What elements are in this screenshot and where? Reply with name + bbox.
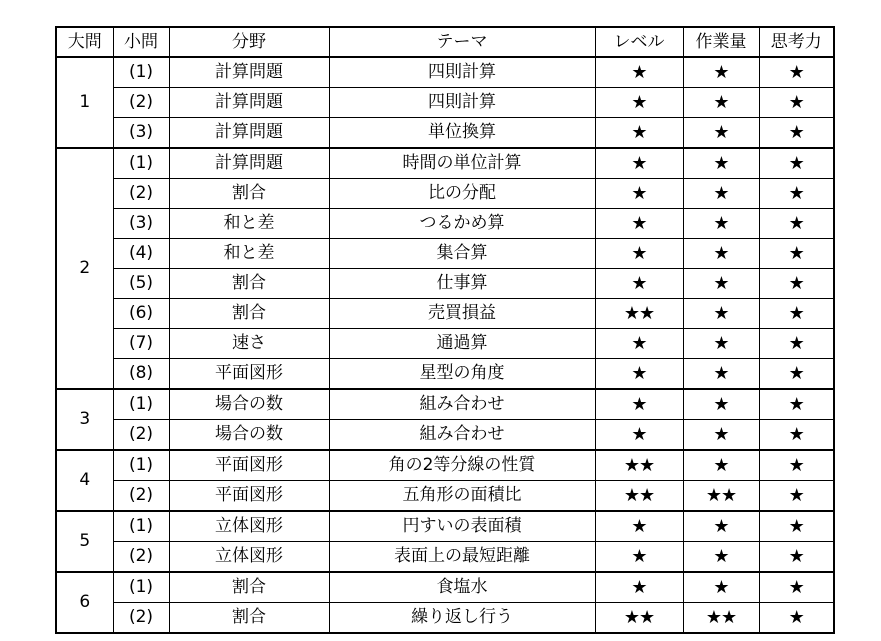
small-question-cell: (1): [113, 57, 169, 88]
workload-stars: ★: [683, 299, 759, 329]
theme-cell: 時間の単位計算: [329, 148, 595, 179]
table-row: [56, 481, 834, 512]
theme-cell: 組み合わせ: [329, 389, 595, 420]
level-stars: ★: [595, 329, 683, 359]
theme-cell: 角の2等分線の性質: [329, 450, 595, 481]
theme-cell: 五角形の面積比: [329, 481, 595, 512]
level-stars: ★: [595, 239, 683, 269]
header-workload: 作業量: [683, 27, 759, 57]
table-row: [56, 88, 834, 118]
level-stars: ★: [595, 209, 683, 239]
field-cell: 和と差: [169, 209, 329, 239]
small-question-cell: (1): [113, 450, 169, 481]
workload-stars: ★: [683, 420, 759, 451]
header-theme: テーマ: [329, 27, 595, 57]
table-row: [56, 148, 834, 179]
level-stars: ★: [595, 118, 683, 149]
thinking-stars: ★: [759, 57, 834, 88]
problem-analysis-table: [55, 26, 835, 634]
level-stars: ★: [595, 389, 683, 420]
table-body: [56, 57, 834, 633]
field-cell: 平面図形: [169, 450, 329, 481]
table-row: [56, 329, 834, 359]
level-stars: ★: [595, 359, 683, 390]
table-row: [56, 420, 834, 451]
field-cell: 和と差: [169, 239, 329, 269]
level-stars: ★: [595, 511, 683, 542]
field-cell: 割合: [169, 299, 329, 329]
level-stars: ★★: [595, 481, 683, 512]
small-question-cell: (8): [113, 359, 169, 390]
header-level: レベル: [595, 27, 683, 57]
header-big-question: 大問: [56, 27, 113, 57]
small-question-cell: (6): [113, 299, 169, 329]
field-cell: 場合の数: [169, 389, 329, 420]
level-stars: ★: [595, 57, 683, 88]
table-row: [56, 572, 834, 603]
theme-cell: 仕事算: [329, 269, 595, 299]
workload-stars: ★: [683, 572, 759, 603]
field-cell: 計算問題: [169, 88, 329, 118]
field-cell: 平面図形: [169, 481, 329, 512]
header-thinking: 思考力: [759, 27, 834, 57]
thinking-stars: ★: [759, 179, 834, 209]
level-stars: ★: [595, 572, 683, 603]
workload-stars: ★: [683, 148, 759, 179]
header-field: 分野: [169, 27, 329, 57]
table-row: [56, 511, 834, 542]
table-row: [56, 299, 834, 329]
workload-stars: ★: [683, 269, 759, 299]
field-cell: 場合の数: [169, 420, 329, 451]
theme-cell: 繰り返し行う: [329, 603, 595, 634]
theme-cell: 食塩水: [329, 572, 595, 603]
workload-stars: ★: [683, 209, 759, 239]
theme-cell: 比の分配: [329, 179, 595, 209]
theme-cell: 集合算: [329, 239, 595, 269]
small-question-cell: (2): [113, 603, 169, 634]
small-question-cell: (4): [113, 239, 169, 269]
level-stars: ★: [595, 88, 683, 118]
table-row: [56, 269, 834, 299]
workload-stars: ★: [683, 542, 759, 573]
small-question-cell: (2): [113, 542, 169, 573]
field-cell: 割合: [169, 179, 329, 209]
big-question-cell: 4: [56, 450, 113, 511]
field-cell: 割合: [169, 269, 329, 299]
theme-cell: 四則計算: [329, 88, 595, 118]
thinking-stars: ★: [759, 209, 834, 239]
theme-cell: つるかめ算: [329, 209, 595, 239]
workload-stars: ★★: [683, 603, 759, 634]
table-row: [56, 239, 834, 269]
table-row: [56, 450, 834, 481]
small-question-cell: (1): [113, 572, 169, 603]
table-row: [56, 542, 834, 573]
theme-cell: 表面上の最短距離: [329, 542, 595, 573]
level-stars: ★★: [595, 450, 683, 481]
workload-stars: ★: [683, 239, 759, 269]
thinking-stars: ★: [759, 572, 834, 603]
header-small-question: 小問: [113, 27, 169, 57]
field-cell: 計算問題: [169, 57, 329, 88]
field-cell: 速さ: [169, 329, 329, 359]
small-question-cell: (5): [113, 269, 169, 299]
table-row: [56, 359, 834, 390]
thinking-stars: ★: [759, 148, 834, 179]
workload-stars: ★: [683, 57, 759, 88]
level-stars: ★: [595, 542, 683, 573]
field-cell: 計算問題: [169, 118, 329, 149]
thinking-stars: ★: [759, 542, 834, 573]
thinking-stars: ★: [759, 389, 834, 420]
workload-stars: ★: [683, 118, 759, 149]
thinking-stars: ★: [759, 450, 834, 481]
thinking-stars: ★: [759, 329, 834, 359]
workload-stars: ★★: [683, 481, 759, 512]
small-question-cell: (3): [113, 209, 169, 239]
big-question-cell: 3: [56, 389, 113, 450]
thinking-stars: ★: [759, 239, 834, 269]
small-question-cell: (2): [113, 481, 169, 512]
small-question-cell: (1): [113, 389, 169, 420]
field-cell: 立体図形: [169, 542, 329, 573]
workload-stars: ★: [683, 88, 759, 118]
table-row: [56, 389, 834, 420]
level-stars: ★: [595, 179, 683, 209]
thinking-stars: ★: [759, 359, 834, 390]
thinking-stars: ★: [759, 420, 834, 451]
table-row: [56, 603, 834, 634]
big-question-cell: 5: [56, 511, 113, 572]
theme-cell: 四則計算: [329, 57, 595, 88]
workload-stars: ★: [683, 359, 759, 390]
workload-stars: ★: [683, 179, 759, 209]
thinking-stars: ★: [759, 269, 834, 299]
level-stars: ★★: [595, 603, 683, 634]
thinking-stars: ★: [759, 88, 834, 118]
header-row: [56, 27, 834, 57]
level-stars: ★: [595, 148, 683, 179]
theme-cell: 円すいの表面積: [329, 511, 595, 542]
theme-cell: 組み合わせ: [329, 420, 595, 451]
theme-cell: 売買損益: [329, 299, 595, 329]
small-question-cell: (7): [113, 329, 169, 359]
small-question-cell: (2): [113, 179, 169, 209]
table-row: [56, 179, 834, 209]
theme-cell: 通過算: [329, 329, 595, 359]
theme-cell: 単位換算: [329, 118, 595, 149]
small-question-cell: (2): [113, 420, 169, 451]
field-cell: 割合: [169, 603, 329, 634]
workload-stars: ★: [683, 389, 759, 420]
small-question-cell: (3): [113, 118, 169, 149]
small-question-cell: (2): [113, 88, 169, 118]
small-question-cell: (1): [113, 511, 169, 542]
field-cell: 平面図形: [169, 359, 329, 390]
thinking-stars: ★: [759, 603, 834, 634]
workload-stars: ★: [683, 511, 759, 542]
thinking-stars: ★: [759, 118, 834, 149]
table-row: [56, 209, 834, 239]
field-cell: 計算問題: [169, 148, 329, 179]
level-stars: ★★: [595, 299, 683, 329]
small-question-cell: (1): [113, 148, 169, 179]
big-question-cell: 1: [56, 57, 113, 148]
workload-stars: ★: [683, 450, 759, 481]
field-cell: 割合: [169, 572, 329, 603]
big-question-cell: 2: [56, 148, 113, 389]
thinking-stars: ★: [759, 511, 834, 542]
level-stars: ★: [595, 420, 683, 451]
field-cell: 立体図形: [169, 511, 329, 542]
theme-cell: 星型の角度: [329, 359, 595, 390]
table-row: [56, 57, 834, 88]
thinking-stars: ★: [759, 481, 834, 512]
big-question-cell: 6: [56, 572, 113, 633]
thinking-stars: ★: [759, 299, 834, 329]
workload-stars: ★: [683, 329, 759, 359]
level-stars: ★: [595, 269, 683, 299]
table-row: [56, 118, 834, 149]
